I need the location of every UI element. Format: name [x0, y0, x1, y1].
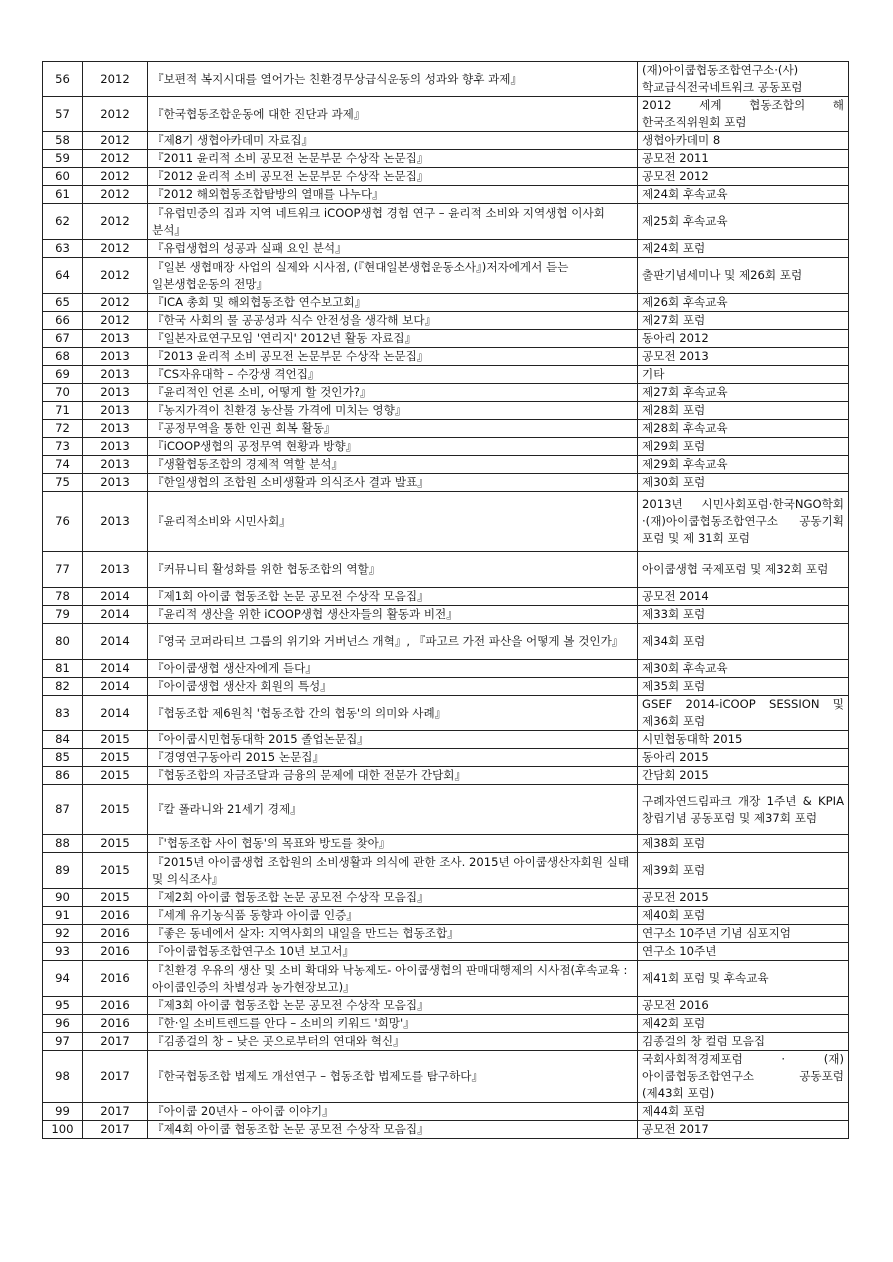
title-cell: 『세계 유기농식품 동향과 아이쿱 인증』 [148, 907, 638, 925]
table-row [43, 348, 849, 366]
year-cell: 2012 [83, 294, 148, 312]
year-cell: 2014 [83, 696, 148, 731]
year-cell: 2016 [83, 997, 148, 1015]
title-cell: 『윤리적인 언론 소비, 어떻게 할 것인가?』 [148, 384, 638, 402]
year-cell: 2015 [83, 785, 148, 835]
note-cell: 제34회 포럼 [638, 624, 849, 660]
title-cell: 『칼 폴라니와 21세기 경제』 [148, 785, 638, 835]
title-cell: 『일본 생협매장 사업의 실제와 시사점, (『현대일본생협운동소사』)저자에게서 듣는 일본생협운동의 전망』 [148, 258, 638, 294]
row-number-cell: 70 [43, 384, 83, 402]
table-row [43, 62, 849, 97]
title-cell: 『보편적 복지시대를 열어가는 친환경무상급식운동의 성과와 향후 과제』 [148, 62, 638, 97]
title-cell: 『한국 사회의 물 공공성과 식수 안전성을 생각해 보다』 [148, 312, 638, 330]
row-number-cell: 85 [43, 749, 83, 767]
note-cell: (재)아이쿱협동조합연구소·(사)학교급식전국네트워크 공동포럼 [638, 62, 849, 97]
table-row [43, 588, 849, 606]
note-cell: 공모전 2013 [638, 348, 849, 366]
note-cell: 연구소 10주년 기념 심포지엄 [638, 925, 849, 943]
note-cell: 공모전 2012 [638, 168, 849, 186]
title-cell: 『협동조합의 자금조달과 금융의 문제에 대한 전문가 간담회』 [148, 767, 638, 785]
row-number-cell: 93 [43, 943, 83, 961]
title-cell: 『한일생협의 조합원 소비생활과 의식조사 결과 발표』 [148, 474, 638, 492]
note-cell: 김종걸의 창 컬럼 모음집 [638, 1033, 849, 1051]
note-cell: 간담회 2015 [638, 767, 849, 785]
title-cell: 『협동조합 제6원칙 '협동조합 간의 협동'의 의미와 사례』 [148, 696, 638, 731]
row-number-cell: 84 [43, 731, 83, 749]
title-cell: 『제2회 아이쿱 협동조합 논문 공모전 수상작 모음집』 [148, 889, 638, 907]
table-row [43, 961, 849, 997]
row-number-cell: 62 [43, 204, 83, 240]
title-cell: 『유럽민중의 집과 지역 네트워크 iCOOP생협 경험 연구 – 윤리적 소비와 지역생협 이사회 분석』 [148, 204, 638, 240]
year-cell: 2014 [83, 678, 148, 696]
row-number-cell: 71 [43, 402, 83, 420]
table-row [43, 186, 849, 204]
year-cell: 2014 [83, 588, 148, 606]
table-row [43, 384, 849, 402]
row-number-cell: 99 [43, 1103, 83, 1121]
year-cell: 2013 [83, 402, 148, 420]
table-row [43, 150, 849, 168]
year-cell: 2015 [83, 767, 148, 785]
row-number-cell: 97 [43, 1033, 83, 1051]
year-cell: 2013 [83, 420, 148, 438]
year-cell: 2012 [83, 150, 148, 168]
row-number-cell: 63 [43, 240, 83, 258]
title-cell: 『'협동조합 사이 협동'의 목표와 방도를 찾아』 [148, 835, 638, 853]
year-cell: 2017 [83, 1121, 148, 1139]
table-row [43, 835, 849, 853]
title-cell: 『제8기 생협아카데미 자료집』 [148, 132, 638, 150]
title-cell: 『아이쿱협동조합연구소 10년 보고서』 [148, 943, 638, 961]
note-cell: 공모전 2017 [638, 1121, 849, 1139]
row-number-cell: 61 [43, 186, 83, 204]
table-row [43, 240, 849, 258]
table-row [43, 168, 849, 186]
title-cell: 『김종걸의 창 – 낮은 곳으로부터의 연대와 혁신』 [148, 1033, 638, 1051]
row-number-cell: 79 [43, 606, 83, 624]
table-row [43, 749, 849, 767]
note-cell: 제40회 포럼 [638, 907, 849, 925]
year-cell: 2012 [83, 240, 148, 258]
row-number-cell: 65 [43, 294, 83, 312]
note-cell: 제28회 후속교육 [638, 420, 849, 438]
title-cell: 『일본자료연구모임 '연리지' 2012년 활동 자료집』 [148, 330, 638, 348]
title-cell: 『CS자유대학 – 수강생 격언집』 [148, 366, 638, 384]
row-number-cell: 89 [43, 853, 83, 889]
table-row [43, 853, 849, 889]
year-cell: 2015 [83, 731, 148, 749]
row-number-cell: 78 [43, 588, 83, 606]
title-cell: 『아이쿱 20년사 – 아이쿱 이야기』 [148, 1103, 638, 1121]
year-cell: 2012 [83, 132, 148, 150]
note-cell: 2012 세계 협동조합의 해 한국조직위원회 포럼 [638, 97, 849, 132]
row-number-cell: 59 [43, 150, 83, 168]
year-cell: 2012 [83, 204, 148, 240]
note-cell: 구례자연드림파크 개장 1주년 & KPIA 창립기념 공동포럼 및 제37회 포럼 [638, 785, 849, 835]
note-cell: 제33회 포럼 [638, 606, 849, 624]
title-cell: 『경영연구동아리 2015 논문집』 [148, 749, 638, 767]
table-row [43, 402, 849, 420]
note-cell: 제28회 포럼 [638, 402, 849, 420]
title-cell: 『2012 윤리적 소비 공모전 논문부문 수상작 논문집』 [148, 168, 638, 186]
row-number-cell: 87 [43, 785, 83, 835]
title-cell: 『한국협동조합 법제도 개선연구 – 협동조합 법제도를 탐구하다』 [148, 1051, 638, 1103]
note-cell: 제41회 포럼 및 후속교육 [638, 961, 849, 997]
title-cell: 『ICA 총회 및 해외협동조합 연수보고회』 [148, 294, 638, 312]
table-row [43, 97, 849, 132]
year-cell: 2017 [83, 1033, 148, 1051]
year-cell: 2015 [83, 889, 148, 907]
table-row [43, 1015, 849, 1033]
title-cell: 『아이쿱시민협동대학 2015 졸업논문집』 [148, 731, 638, 749]
row-number-cell: 57 [43, 97, 83, 132]
note-cell: 동아리 2015 [638, 749, 849, 767]
year-cell: 2013 [83, 384, 148, 402]
row-number-cell: 83 [43, 696, 83, 731]
table-row [43, 438, 849, 456]
table-row [43, 330, 849, 348]
year-cell: 2013 [83, 438, 148, 456]
row-number-cell: 58 [43, 132, 83, 150]
year-cell: 2017 [83, 1103, 148, 1121]
table-row [43, 606, 849, 624]
row-number-cell: 88 [43, 835, 83, 853]
note-cell: 2013년 시민사회포럼·한국NGO학회·(재)아이쿱협동조합연구소 공동기획 포럼 및 제 31회 포럼 [638, 492, 849, 552]
note-cell: 제35회 포럼 [638, 678, 849, 696]
note-cell: 기타 [638, 366, 849, 384]
row-number-cell: 64 [43, 258, 83, 294]
table-row [43, 943, 849, 961]
row-number-cell: 91 [43, 907, 83, 925]
table-row [43, 925, 849, 943]
year-cell: 2013 [83, 552, 148, 588]
table-row [43, 366, 849, 384]
note-cell: 제30회 후속교육 [638, 660, 849, 678]
note-cell: 제27회 후속교육 [638, 384, 849, 402]
note-cell: 제24회 포럼 [638, 240, 849, 258]
year-cell: 2012 [83, 312, 148, 330]
row-number-cell: 81 [43, 660, 83, 678]
table-row [43, 997, 849, 1015]
table-row [43, 132, 849, 150]
table-row [43, 312, 849, 330]
title-cell: 『2015년 아이쿱생협 조합원의 소비생활과 의식에 관한 조사. 2015년 아이쿱생산자회원 실태 및 의식조사』 [148, 853, 638, 889]
table-row [43, 785, 849, 835]
table-row [43, 420, 849, 438]
title-cell: 『윤리적 생산을 위한 iCOOP생협 생산자들의 활동과 비전』 [148, 606, 638, 624]
year-cell: 2016 [83, 925, 148, 943]
title-cell: 『2011 윤리적 소비 공모전 논문부문 수상작 논문집』 [148, 150, 638, 168]
table-row [43, 678, 849, 696]
table-row [43, 1033, 849, 1051]
table-row [43, 624, 849, 660]
title-cell: 『제1회 아이쿱 협동조합 논문 공모전 수상작 모음집』 [148, 588, 638, 606]
table-row [43, 1121, 849, 1139]
row-number-cell: 56 [43, 62, 83, 97]
table-row [43, 456, 849, 474]
year-cell: 2017 [83, 1051, 148, 1103]
table-row [43, 1103, 849, 1121]
note-cell: 공모전 2015 [638, 889, 849, 907]
row-number-cell: 72 [43, 420, 83, 438]
year-cell: 2013 [83, 366, 148, 384]
row-number-cell: 98 [43, 1051, 83, 1103]
publication-table [42, 61, 849, 1139]
note-cell: 공모전 2014 [638, 588, 849, 606]
note-cell: 동아리 2012 [638, 330, 849, 348]
note-cell: 시민협동대학 2015 [638, 731, 849, 749]
title-cell: 『윤리적소비와 시민사회』 [148, 492, 638, 552]
year-cell: 2013 [83, 474, 148, 492]
year-cell: 2014 [83, 606, 148, 624]
title-cell: 『2012 해외협동조합탐방의 열매를 나누다』 [148, 186, 638, 204]
title-cell: 『유럽생협의 성공과 실패 요인 분석』 [148, 240, 638, 258]
title-cell: 『한·일 소비트렌드를 안다 – 소비의 키워드 '희망'』 [148, 1015, 638, 1033]
table-row [43, 258, 849, 294]
note-cell: 공모전 2016 [638, 997, 849, 1015]
note-cell: 제44회 포럼 [638, 1103, 849, 1121]
note-cell: 생협아카데미 8 [638, 132, 849, 150]
table-row [43, 889, 849, 907]
table-row [43, 474, 849, 492]
title-cell: 『친환경 우유의 생산 및 소비 확대와 낙농제도- 아이쿱생협의 판매대행제의 시사점(후속교육 : 아이쿱인증의 차별성과 농가현장보고)』 [148, 961, 638, 997]
year-cell: 2016 [83, 961, 148, 997]
title-cell: 『한국협동조합운동에 대한 진단과 과제』 [148, 97, 638, 132]
table-row [43, 1051, 849, 1103]
note-cell: 제27회 포럼 [638, 312, 849, 330]
table-row [43, 907, 849, 925]
title-cell: 『농지가격이 친환경 농산물 가격에 미치는 영향』 [148, 402, 638, 420]
row-number-cell: 77 [43, 552, 83, 588]
note-cell: 아이쿱생협 국제포럼 및 제32회 포럼 [638, 552, 849, 588]
year-cell: 2016 [83, 907, 148, 925]
title-cell: 『영국 코퍼라티브 그룹의 위기와 거버넌스 개혁』, 『파고르 가전 파산을 어떻게 볼 것인가』 [148, 624, 638, 660]
table-row [43, 204, 849, 240]
title-cell: 『아이쿱생협 생산자에게 듣다』 [148, 660, 638, 678]
note-cell: 제38회 포럼 [638, 835, 849, 853]
title-cell: 『좋은 동네에서 살자: 지역사회의 내일을 만드는 협동조합』 [148, 925, 638, 943]
row-number-cell: 94 [43, 961, 83, 997]
table-row [43, 767, 849, 785]
row-number-cell: 69 [43, 366, 83, 384]
year-cell: 2016 [83, 1015, 148, 1033]
note-cell: 제39회 포럼 [638, 853, 849, 889]
note-cell: 국회사회적경제포럼 · (재)아이쿱협동조합연구소 공동포럼(제43회 포럼) [638, 1051, 849, 1103]
row-number-cell: 80 [43, 624, 83, 660]
row-number-cell: 96 [43, 1015, 83, 1033]
note-cell: 제24회 후속교육 [638, 186, 849, 204]
row-number-cell: 95 [43, 997, 83, 1015]
table-row [43, 731, 849, 749]
title-cell: 『생활협동조합의 경제적 역할 분석』 [148, 456, 638, 474]
row-number-cell: 74 [43, 456, 83, 474]
title-cell: 『공정무역을 통한 인권 회복 활동』 [148, 420, 638, 438]
note-cell: 제25회 후속교육 [638, 204, 849, 240]
row-number-cell: 68 [43, 348, 83, 366]
row-number-cell: 82 [43, 678, 83, 696]
note-cell: 출판기념세미나 및 제26회 포럼 [638, 258, 849, 294]
year-cell: 2014 [83, 660, 148, 678]
note-cell: 제29회 후속교육 [638, 456, 849, 474]
year-cell: 2013 [83, 348, 148, 366]
row-number-cell: 67 [43, 330, 83, 348]
table-row [43, 660, 849, 678]
year-cell: 2014 [83, 624, 148, 660]
row-number-cell: 92 [43, 925, 83, 943]
row-number-cell: 86 [43, 767, 83, 785]
note-cell: GSEF 2014-iCOOP SESSION 및 제36회 포럼 [638, 696, 849, 731]
title-cell: 『제4회 아이쿱 협동조합 논문 공모전 수상작 모음집』 [148, 1121, 638, 1139]
row-number-cell: 76 [43, 492, 83, 552]
note-cell: 제29회 포럼 [638, 438, 849, 456]
row-number-cell: 66 [43, 312, 83, 330]
note-cell: 제30회 포럼 [638, 474, 849, 492]
table-row [43, 552, 849, 588]
year-cell: 2012 [83, 186, 148, 204]
year-cell: 2015 [83, 853, 148, 889]
year-cell: 2012 [83, 258, 148, 294]
note-cell: 제42회 포럼 [638, 1015, 849, 1033]
year-cell: 2015 [83, 835, 148, 853]
title-cell: 『2013 윤리적 소비 공모전 논문부문 수상작 논문집』 [148, 348, 638, 366]
publication-table-body [43, 62, 849, 1139]
year-cell: 2012 [83, 168, 148, 186]
year-cell: 2012 [83, 97, 148, 132]
note-cell: 제26회 후속교육 [638, 294, 849, 312]
title-cell: 『제3회 아이쿱 협동조합 논문 공모전 수상작 모음집』 [148, 997, 638, 1015]
title-cell: 『커뮤니티 활성화를 위한 협동조합의 역할』 [148, 552, 638, 588]
year-cell: 2015 [83, 749, 148, 767]
year-cell: 2013 [83, 456, 148, 474]
year-cell: 2016 [83, 943, 148, 961]
row-number-cell: 75 [43, 474, 83, 492]
year-cell: 2013 [83, 330, 148, 348]
table-row [43, 492, 849, 552]
year-cell: 2012 [83, 62, 148, 97]
note-cell: 공모전 2011 [638, 150, 849, 168]
year-cell: 2013 [83, 492, 148, 552]
row-number-cell: 90 [43, 889, 83, 907]
note-cell: 연구소 10주년 [638, 943, 849, 961]
title-cell: 『아이쿱생협 생산자 회원의 특성』 [148, 678, 638, 696]
row-number-cell: 73 [43, 438, 83, 456]
title-cell: 『iCOOP생협의 공정무역 현황과 방향』 [148, 438, 638, 456]
row-number-cell: 100 [43, 1121, 83, 1139]
table-row [43, 294, 849, 312]
row-number-cell: 60 [43, 168, 83, 186]
table-row [43, 696, 849, 731]
